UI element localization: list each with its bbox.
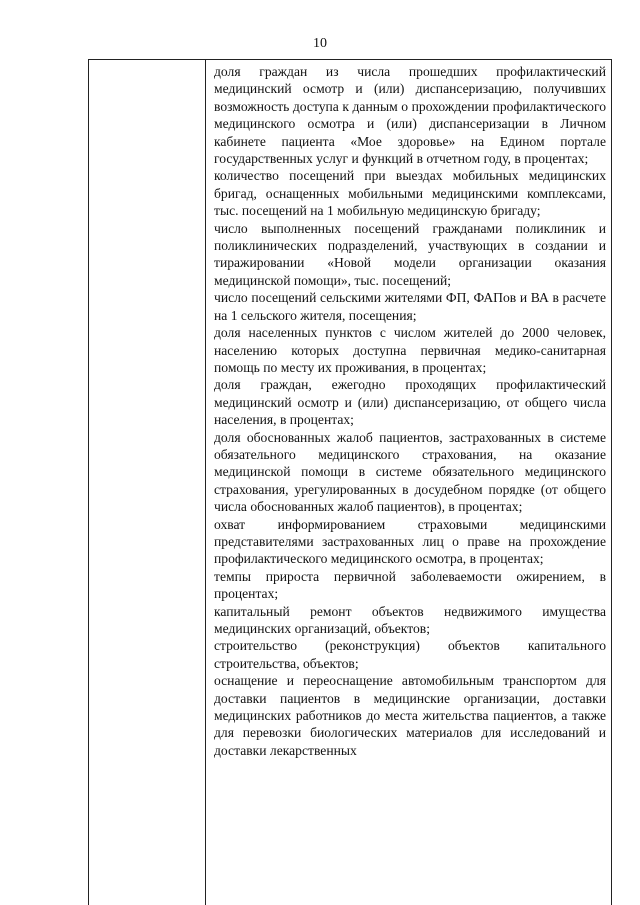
indicator-item: доля граждан, ежегодно проходящих профилактический медицинский осмотр и (или) диспансеризацию, от общего числа населения, в процентах;: [214, 377, 606, 428]
document-table: [88, 59, 612, 905]
indicator-item: темпы прироста первичной заболеваемости ожирением, в процентах;: [214, 568, 606, 602]
indicator-item: количество посещений при выездах мобильных медицинских бригад, оснащенных мобильными медицинскими комплексами, тыс. посещений на 1 мобильную медицинскую бригаду;: [214, 168, 606, 219]
indicator-item: строительство (реконструкция) объектов капитального строительства, объектов;: [214, 638, 606, 671]
indicator-item: доля граждан из числа прошедших профилактический медицинский осмотр и (или) диспансеризацию, получивших возможность доступа к данным о прохождении профилактического медицинского осмотра и (или) диспансеризации в Личном кабинете пациента «Мое здоровье» на Едином портале государственных услуг и функций в отчетном году, в процентах;: [214, 64, 606, 167]
indicator-item: доля населенных пунктов с числом жителей до 2000 человек, населению которых доступна первичная медико-санитарная помощь по месту их проживания, в процентах;: [214, 325, 606, 375]
indicator-item: доля обоснованных жалоб пациентов, застрахованных в системе обязательного медицинского страхования, на оказание медицинской помощи в системе обязательного медицинского страхования, урегулированных в досудебном порядке (от общего числа обоснованных жалоб пациентов), в процентах;: [214, 429, 606, 515]
column-divider: [205, 60, 206, 905]
indicator-item: охват информированием страховыми медицинскими представителями застрахованных лиц о праве на прохождение профилактического медицинского осмотра, в процентах;: [214, 516, 606, 567]
indicator-item: капитальный ремонт объектов недвижимого имущества медицинских организаций, объектов;: [214, 603, 606, 636]
page-number: 10: [313, 36, 327, 51]
table-left-cell: [89, 60, 205, 905]
indicator-item: оснащение и переоснащение автомобильным транспортом для доставки пациентов в медицинские организации, доставки медицинских работников до места жительства пациентов, а также для перевозки биологических материалов для исследований и доставки лекарственных: [214, 673, 606, 758]
table-right-cell: [214, 63, 606, 759]
indicator-item: число выполненных посещений гражданами поликлиник и поликлинических подразделений, участвующих в создании и тиражировании «Новой модели организации оказания медицинской помощи», тыс. посещений;: [214, 220, 606, 288]
indicator-item: число посещений сельскими жителями ФП, ФАПов и ВА в расчете на 1 сельского жителя, посещения;: [214, 290, 606, 323]
